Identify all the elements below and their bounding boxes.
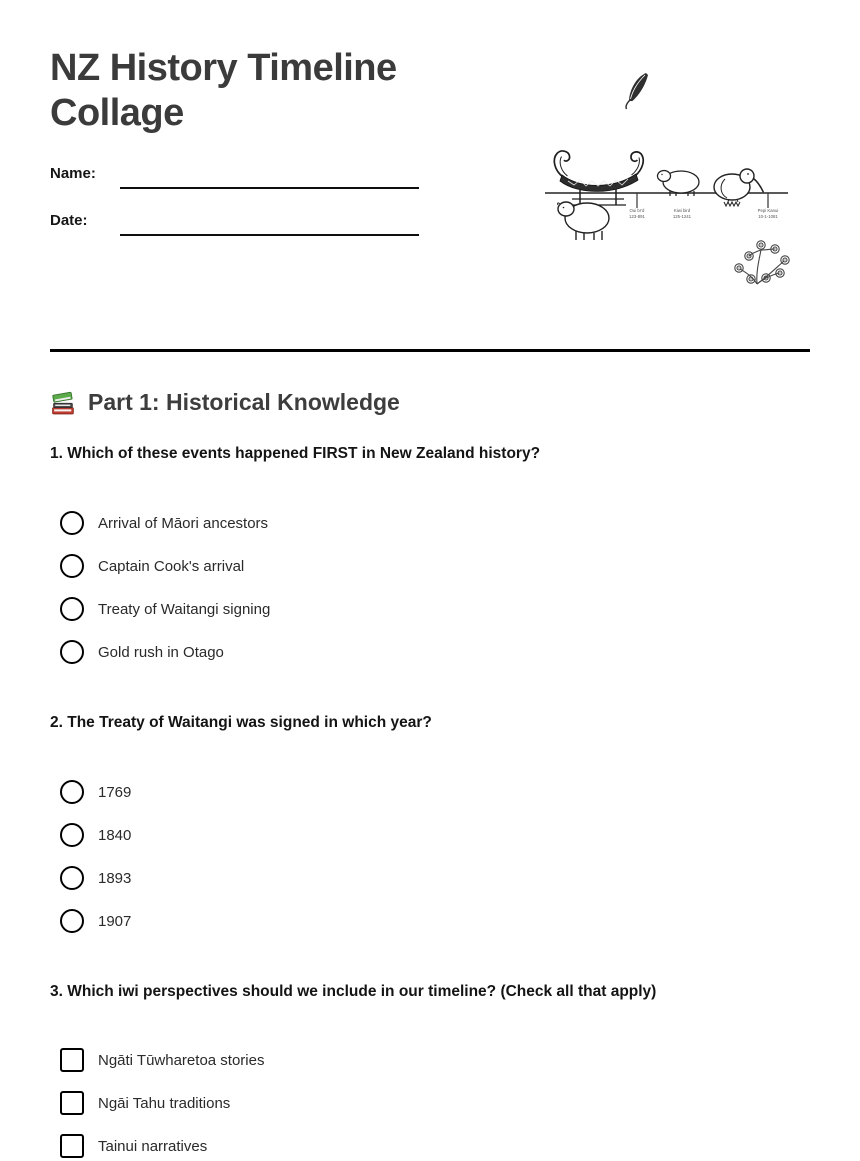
part1-heading [50,388,400,416]
quill-feather-icon [626,73,648,109]
timeline-label: Oui br'd [629,208,645,213]
part1-heading-text: Part 1: Historical Knowledge [88,389,400,415]
q3-option-1[interactable] [60,1048,264,1072]
q3-option-3[interactable] [60,1134,207,1158]
question-3-text: 3. Which iwi perspectives should we include in our timeline? (Check all that apply) [50,983,657,1000]
name-input[interactable] [120,164,419,189]
checkbox[interactable] [60,1134,84,1158]
q1-option-4[interactable] [60,640,224,664]
radio-button[interactable] [60,823,84,847]
question-1-text: 1. Which of these events happened FIRST in New Zealand history? [50,445,541,462]
timeline-label: Kiwi bird [673,208,691,213]
option-label: 1840 [98,826,132,844]
option-label: Arrival of Māori ancestors [98,514,269,532]
option-label: Ngāti Tūwharetoa stories [98,1051,265,1069]
timeline-caption-group [629,208,778,219]
radio-button[interactable] [60,909,84,933]
option-label: 1893 [98,869,132,887]
option-label: Treaty of Waitangi signing [98,600,271,618]
q2-option-2[interactable] [60,823,131,847]
radio-button[interactable] [60,866,84,890]
option-label: Gold rush in Otago [98,643,224,661]
timeline-label: 10-1-1081 [758,214,778,219]
q2-option-1[interactable] [60,780,131,804]
timeline-label: Pepi Kanui [757,208,779,213]
date-label: Date: [50,212,88,229]
radio-button[interactable] [60,597,84,621]
timeline-label: 125-1241 [672,214,692,219]
checkbox[interactable] [60,1091,84,1115]
radio-button[interactable] [60,511,84,535]
page-title: NZ History Timeline Collage [50,47,397,134]
section-divider [50,349,810,352]
q2-option-4[interactable] [60,909,131,933]
checkbox[interactable] [60,1048,84,1072]
date-input[interactable] [120,211,419,236]
option-label: Ngāi Tahu traditions [98,1094,231,1112]
q1-option-1[interactable] [60,511,268,535]
option-label: 1769 [98,783,132,801]
waka-canoe-drawing [554,151,643,205]
radio-button[interactable] [60,640,84,664]
timeline-label: 123-891 [629,214,645,219]
name-label: Name: [50,165,96,182]
q1-option-2[interactable] [60,554,244,578]
sheep-drawing [558,202,609,240]
option-label: Tainui narratives [98,1137,208,1155]
option-label: Captain Cook's arrival [98,557,245,575]
radio-button[interactable] [60,554,84,578]
timeline-collage-illustration [542,62,792,292]
option-label: 1907 [98,912,132,930]
radio-button[interactable] [60,780,84,804]
q2-option-3[interactable] [60,866,131,890]
koru-flower-drawing [735,241,789,284]
kiwi-bird-drawing [714,169,764,206]
q3-option-2[interactable] [60,1091,230,1115]
q1-option-3[interactable] [60,597,270,621]
books-stack-icon [50,389,77,416]
question-2-text: 2. The Treaty of Waitangi was signed in which year? [50,714,432,731]
